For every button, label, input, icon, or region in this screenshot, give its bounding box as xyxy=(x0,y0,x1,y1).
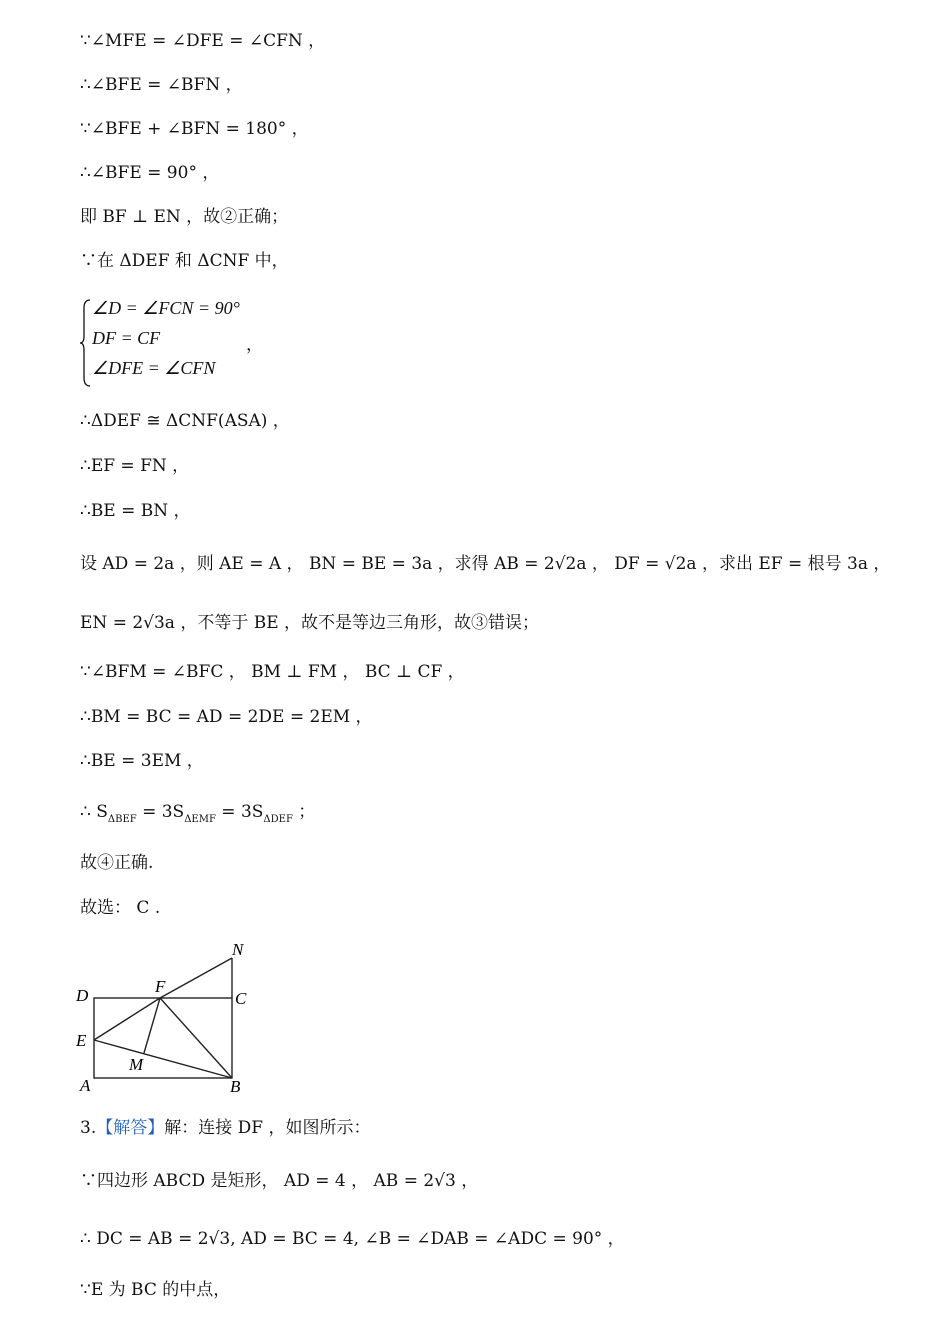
text-line-15: 故④正确. xyxy=(80,853,154,873)
text-line-19: ∵E 为 BC 的中点， xyxy=(80,1280,231,1300)
text-line-9: ∴BE = BN ， xyxy=(80,501,191,521)
text-line-10: 设 AD = 2a ，则 AE = A ， BN = BE = 3a ，求得 AB = 2√2a ， DF = √2a ，求出 EF = 根号 3a ， xyxy=(80,554,891,574)
text-line-3: ∵∠BFE + ∠BFN = 180° ， xyxy=(80,119,309,139)
area-mid-1: = 3S xyxy=(136,802,185,822)
text-line-16: 故选： C . xyxy=(80,898,161,918)
segment-eb xyxy=(94,1040,232,1078)
question-3-heading xyxy=(80,1117,370,1139)
text-line-8: ∴EF = FN ， xyxy=(80,456,190,476)
text-line-2: ∴∠BFE = ∠BFN ， xyxy=(80,75,243,95)
case-line-1: ∠D = ∠FCN = 90° xyxy=(92,298,240,318)
text-line-12: ∵∠BFM = ∠BFC ， BM ⊥ FM ， BC ⊥ CF ， xyxy=(80,662,465,682)
area-sub-2: ΔEMF xyxy=(184,814,216,825)
label-a: A xyxy=(80,1076,91,1095)
text-line-11: EN = 2√3a ，不等于 BE ，故不是等边三角形，故③错误； xyxy=(80,613,540,633)
case-line-3: ∠DFE = ∠CFN xyxy=(92,358,216,378)
segment-fn xyxy=(160,958,232,998)
label-c: C xyxy=(235,989,247,1008)
case-line-2: DF = CF xyxy=(92,328,161,348)
question-3-text: 解：连接 DF ，如图所示： xyxy=(164,1118,371,1138)
answer-tag: 【解答】 xyxy=(96,1118,165,1138)
label-b: B xyxy=(230,1077,241,1096)
label-m: M xyxy=(129,1055,144,1074)
text-line-6: ∵在 ΔDEF 和 ΔCNF 中， xyxy=(80,251,289,271)
area-sub-3: ΔDEF xyxy=(263,814,293,825)
text-line-18: ∴ DC = AB = 2√3, AD = BC = 4, ∠B = ∠DAB = ∠ADC = 90° ， xyxy=(80,1229,625,1249)
label-d: D xyxy=(76,986,89,1005)
label-f: F xyxy=(155,977,166,996)
text-line-1: ∵∠MFE = ∠DFE = ∠CFN ， xyxy=(80,31,326,51)
text-line-13: ∴BM = BC = AD = 2DE = 2EM ， xyxy=(80,707,373,727)
geometry-figure xyxy=(72,938,292,1098)
text-line-4: ∴∠BFE = 90° ， xyxy=(80,163,220,183)
text-line-14: ∴BE = 3EM ， xyxy=(80,751,204,771)
text-line-17: ∵四边形 ABCD 是矩形， AD = 4 ， AB = 2√3 ， xyxy=(80,1171,479,1191)
area-sub-1: ΔBEF xyxy=(107,814,137,825)
text-line-5: 即 BF ⊥ EN ，故②正确； xyxy=(80,207,289,227)
area-suffix: ； xyxy=(292,802,316,822)
label-e: E xyxy=(76,1031,87,1050)
question-number: 3. xyxy=(80,1118,97,1138)
cases-comma: ， xyxy=(246,335,263,355)
area-line xyxy=(80,801,315,831)
left-brace-icon xyxy=(80,298,92,388)
area-mid-2: = 3S xyxy=(215,802,264,822)
segment-fb xyxy=(160,998,232,1078)
area-prefix: ∴ S xyxy=(80,802,108,822)
rectangle-abcd xyxy=(94,998,232,1078)
label-n: N xyxy=(232,940,244,959)
text-line-7: ∴ΔDEF ≅ ΔCNF(ASA) ， xyxy=(80,411,290,431)
